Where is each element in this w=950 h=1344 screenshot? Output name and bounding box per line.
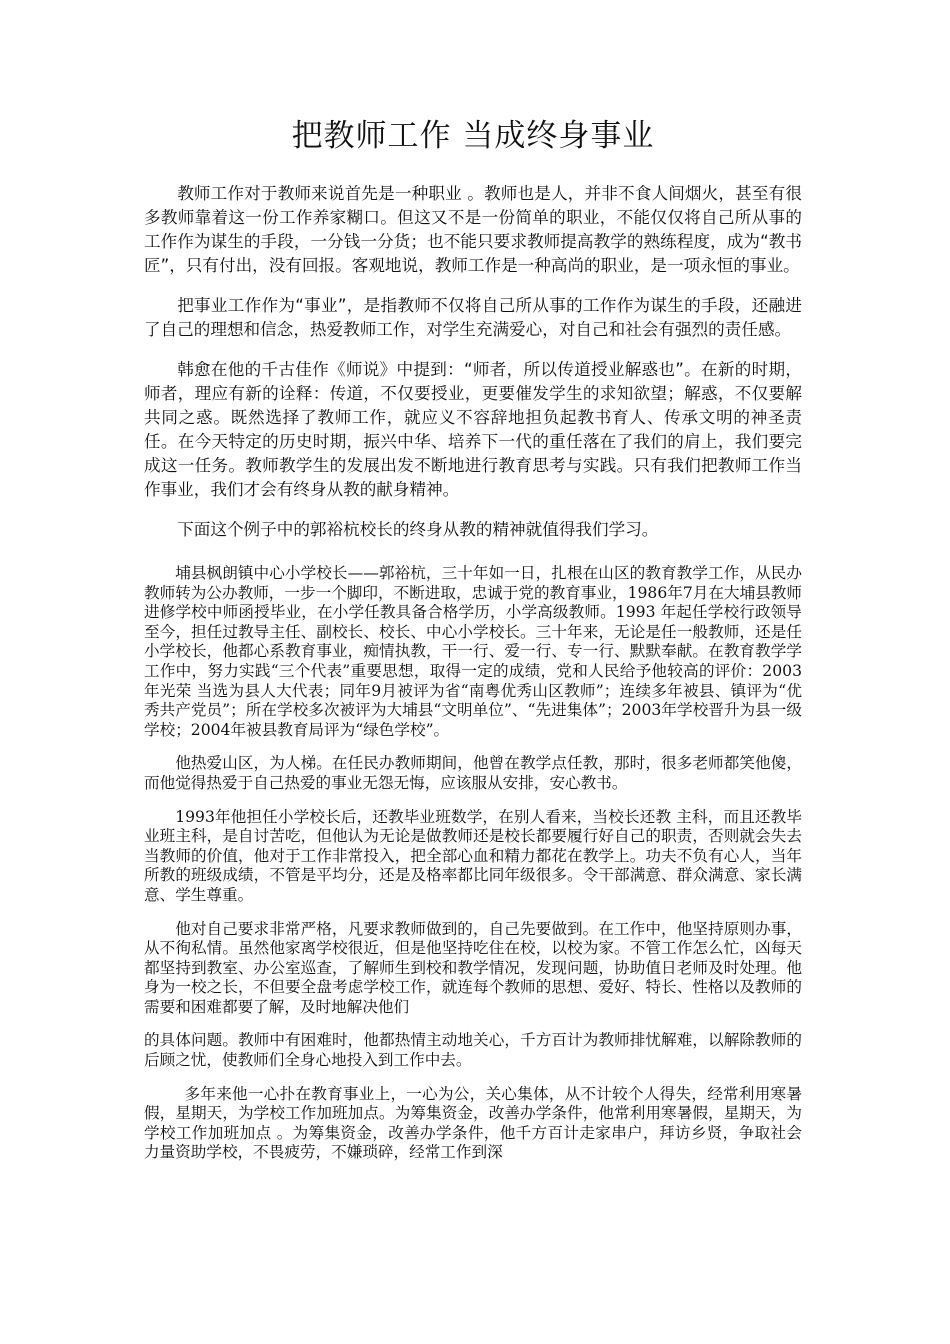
intro-paragraph: 韩愈在他的千古佳作《师说》中提到：“师者，所以传道授业解惑也”。在新的时期，师者，理应有新的诠释：传道，不仅要授业，更要催发学生的求知欲望；解惑，不仅要解共同之惑。既然选择了教师工作，就应义不容辞地担负起教书育人、传承文明的神圣责任。在今天特定的历史时期，振兴中华、培养下一代的重任落在了我们的肩上，我们要完成这一任务。教师教学生的发展出发不断地进行教育思考与实践。只有我们把教师工作当作事业，我们才会有终身从教的献身精神。 [144,360,802,499]
story-paragraph-last: 多年来他一心扑在教育事业上，一心为公，关心集体，从不计较个人得失，经常利用寒暑假，星期天，为学校工作加班加点。为筹集资金，改善办学条件，他常利用寒暑假，星期天，为学校工作加班加点 。为筹集资金，改善办学条件，他千方百计走家串户，拜访乡贤，争取社会力量资助学校，不畏疲劳，不嫌琐碎，经常工作到深 [144,1084,802,1162]
story-paragraph: 他对自己要求非常严格，凡要求教师做到的，自己先要做到。在工作中，他坚持原则办事，从不徇私情。虽然他家离学校很近，但是他坚持吃住在校，以校为家。不管工作怎么忙，凶每天都坚持到教室、办公室巡查，了解师生到校和教学情况，发现问题，协助值日老师及时处理。他身为一校之长，不但要全盘考虑学校工作，就连每个教师的思想、爱好、特长、性格以及教师的需要和困难都要了解，及时地解决他们 [144,919,802,1016]
story-continuation: 的具体问题。教师中有困难时，他都热情主动地关心，千方百计为教师排忧解难，以解除教师的后顾之忧，使教师们全身心地投入到工作中去。 [144,1031,802,1070]
page-title: 把教师工作 当成终身事业 [291,118,655,154]
intro-paragraph: 教师工作对于教师来说首先是一种职业 。教师也是人，并非不食人间烟火，甚至有很多教师靠着这一份工作养家糊口。但这又不是一份简单的职业，不能仅仅将自己所从事的工作作为谋生的手段，一分钱一分货；也不能只要求教师提高教学的熟练程度，成为“教书匠”，只有付出，没有回报。客观地说，教师工作是一种高尚的职业，是一项永恒的事业。 [144,184,802,275]
story-paragraph: 埔县枫朗镇中心小学校长——郭裕杭，三十年如一日，扎根在山区的教育教学工作，从民办教师转为公办教师，一步一个脚印，不断进取，忠诚于党的教育事业，1986年7月在大埔县教师进修学校中师函授毕业，在小学任教具备合格学历，小学高级教师。1993 年起任学校行政领导至今，担任过教导主任、副校长、校长、中心小学校长。三十年来，无论是任一般教师，还是任小学校长，他都心系教育事业，痴情执教，干一行、爱一行、专一行、默默奉献。在教育教学学工作中，努力实践“三个代表”重要思想，取得一定的成绩，党和人民给予他较高的评价：2003年光荣 当选为县人大代表；同年9月被评为省“南粤优秀山区教师”；连续多年被县、镇评为“优秀共产党员”；所在学校多次被评为大埔县“文明单位”、“先进集体”；2003年学校晋升为县一级学校；2004年被县教育局评为“绿色学校”。 [144,564,802,739]
story-paragraph: 他热爱山区，为人梯。在任民办教师期间，他曾在教学点任教，那时，很多老师都笑他傻，而他觉得热爱于自己热爱的事业无怨无悔，应该服从安排，安心教书。 [144,754,802,792]
intro-paragraph: 把事业工作作为“事业”，是指教师不仅将自己所从事的工作作为谋生的手段，还融进了自己的理想和信念，热爱教师工作，对学生充满爱心，对自己和社会有强烈的责任感。 [144,296,802,339]
example-lead-paragraph: 下面这个例子中的郭裕杭校长的终身从教的精神就值得我们学习。 [177,520,659,539]
story-paragraph: 1993年他担任小学校长后，还教毕业班数学，在别人看来，当校长还教 主科，而且还教毕业班主科，是自讨苦吃，但他认为无论是做教师还是校长都要履行好自己的职责，否则就会失去当教师的价值，他对于工作非常投入，把全部心血和精力都花在教学上。功夫不负有心人，当年所教的班级成绩，不管是平均分，还是及格率都比同年级很多。令干部满意、群众满意、家长满意、学生尊重。 [144,807,802,904]
